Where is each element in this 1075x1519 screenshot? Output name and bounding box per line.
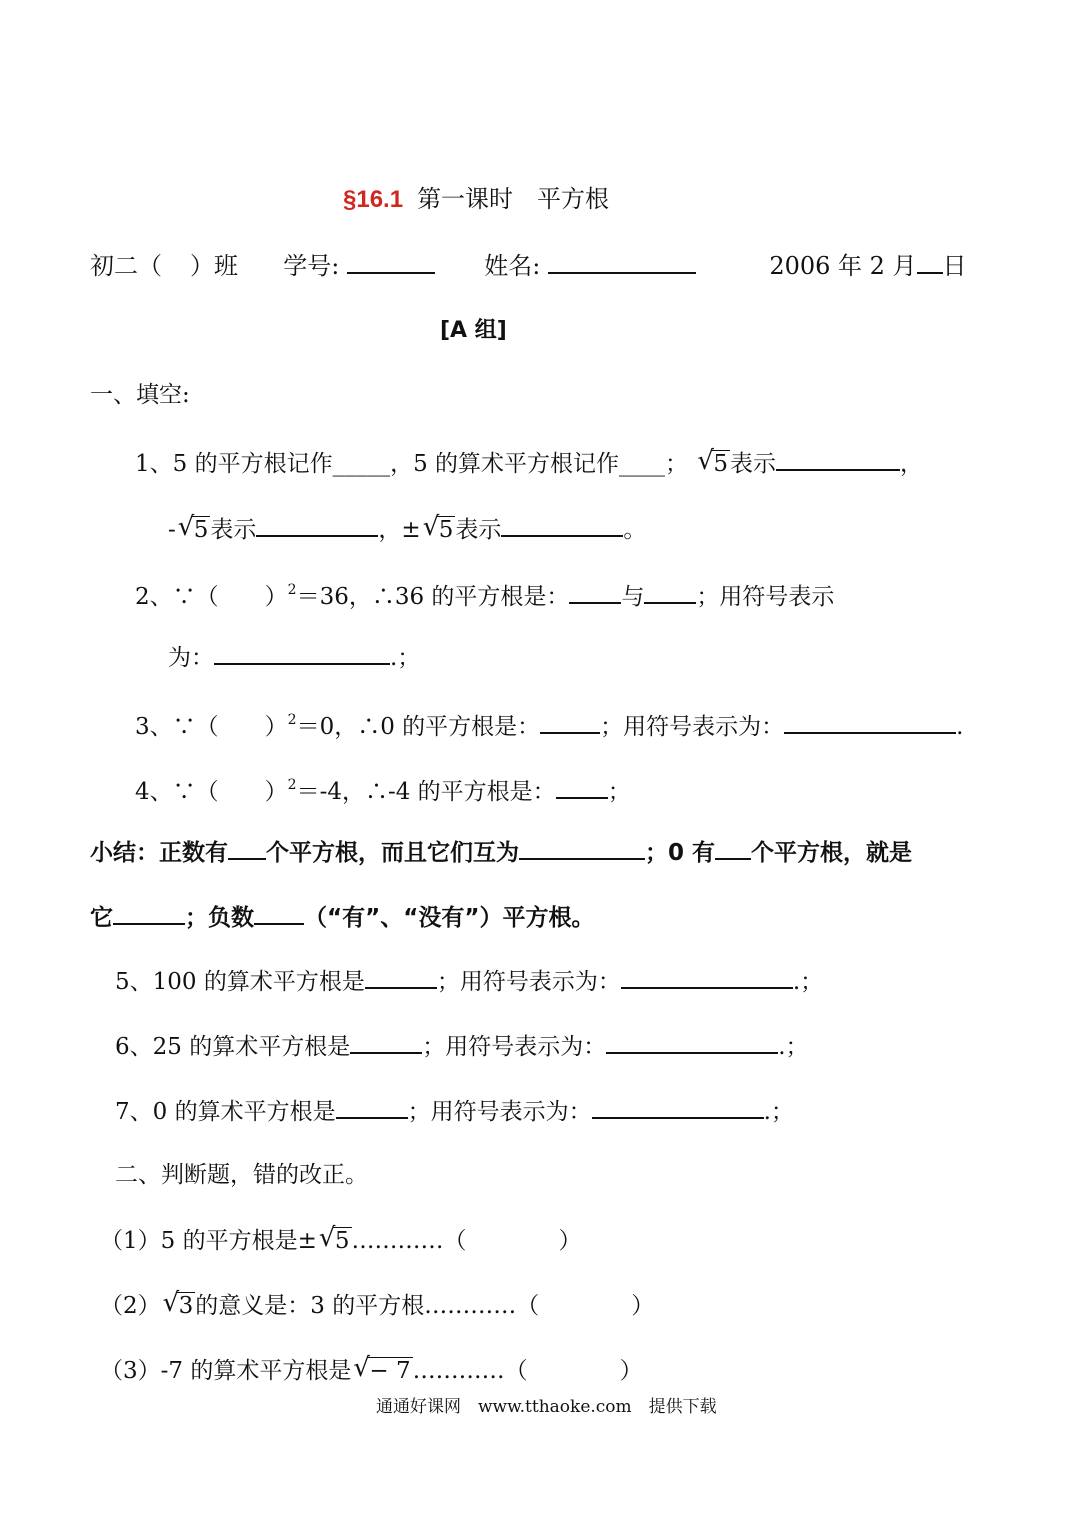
sqrt-5-symbol: √ 5 — [422, 512, 454, 543]
judge-2: （2） √ 3的意义是：3 的平方根…………（ ） — [100, 1288, 655, 1319]
judge-3-answer[interactable]: …………（ ） — [412, 1358, 643, 1384]
question-4: 4、∵（ ）$^2$＝-4，∴-4 的平方根是： ； — [135, 777, 631, 805]
summary-blank-5[interactable] — [254, 901, 304, 925]
question-2-line2: 为： .； — [168, 641, 420, 673]
q3-blank-2[interactable] — [784, 710, 956, 734]
sqrt-5-symbol: √ 5 — [697, 446, 728, 477]
q4-blank[interactable] — [556, 775, 608, 799]
summary-blank-1[interactable] — [228, 836, 266, 860]
q2-blank-3[interactable] — [214, 641, 390, 665]
judge-1: （1）5 的平方根是± √ 5…………（ ） — [100, 1223, 582, 1254]
q1-blank-3[interactable] — [501, 513, 623, 537]
page-title — [343, 184, 609, 215]
day-field[interactable] — [917, 250, 943, 274]
class-prefix: 初二（ — [90, 252, 162, 280]
title-text: 第一课时 平方根 — [417, 185, 610, 213]
q3-blank-1[interactable] — [540, 710, 600, 734]
question-1-line1: 1、5 的平方根记作_____，5 的算术平方根记作____； √ 5表示 ， — [135, 446, 923, 477]
question-5: 5、100 的算术平方根是 ；用符号表示为： .； — [115, 965, 823, 997]
judge-3: （3）-7 的算术平方根是 √ − 7…………（ ） — [100, 1353, 643, 1384]
question-2-line1: 2、∵（ ）$^2$＝36，∴36 的平方根是： 与 ；用符号表示 — [135, 582, 835, 610]
q7-blank-2[interactable] — [592, 1095, 764, 1119]
q6-blank-2[interactable] — [606, 1030, 778, 1054]
date-prefix: 2006 年 2 月 — [769, 252, 917, 280]
q6-blank-1[interactable] — [350, 1030, 422, 1054]
part1-heading: 一、填空: — [90, 382, 190, 408]
question-3: 3、∵（ ）$^2$＝0，∴0 的平方根是： ；用符号表示为： . — [135, 712, 964, 740]
class-suffix: ）班 — [190, 252, 238, 280]
q2-blank-2[interactable] — [644, 580, 696, 604]
summary-blank-2[interactable] — [519, 836, 645, 860]
sqrt-3-symbol: √ 3 — [162, 1288, 194, 1319]
summary-blank-3[interactable] — [715, 836, 751, 860]
name-label: 姓名: — [484, 252, 541, 280]
part2-heading: 二、判断题，错的改正。 — [115, 1162, 368, 1188]
sqrt-5-symbol: √ 5 — [318, 1223, 350, 1254]
summary-line1: 小结：正数有 个平方根，而且它们互为 ；0 有 个平方根，就是 — [90, 836, 912, 868]
q5-blank-1[interactable] — [365, 965, 437, 989]
question-6: 6、25 的算术平方根是 ；用符号表示为： .； — [115, 1030, 809, 1062]
q1-blank-1[interactable] — [776, 447, 900, 471]
summary-blank-4[interactable] — [113, 901, 185, 925]
q2-blank-1[interactable] — [569, 580, 621, 604]
q7-blank-1[interactable] — [336, 1095, 408, 1119]
name-field[interactable] — [548, 250, 696, 274]
student-no-field[interactable] — [347, 250, 435, 274]
header-row — [90, 250, 967, 281]
judge-1-answer[interactable]: …………（ ） — [351, 1228, 582, 1254]
footer-credit: 通通好课网 www.tthaoke.com 提供下载 — [376, 1397, 717, 1417]
section-number: §16.1 — [343, 186, 404, 213]
q5-blank-2[interactable] — [621, 965, 793, 989]
sqrt-5-symbol: √ 5 — [177, 512, 209, 543]
question-1-line2: - √ 5表示 ，± √ 5表示 。 — [168, 512, 647, 543]
sqrt-minus-7-symbol: √ − 7 — [353, 1353, 411, 1384]
question-7: 7、0 的算术平方根是 ；用符号表示为： .； — [115, 1095, 794, 1127]
date-suffix: 日 — [942, 252, 967, 280]
summary-line2: 它 ；负数 （“有”、“没有”）平方根。 — [90, 901, 594, 933]
student-no-label: 学号: — [283, 252, 340, 280]
group-label: [A 组] — [440, 318, 507, 343]
q1-blank-2[interactable] — [256, 513, 378, 537]
judge-2-answer[interactable]: 的意义是：3 的平方根…………（ ） — [195, 1293, 655, 1319]
